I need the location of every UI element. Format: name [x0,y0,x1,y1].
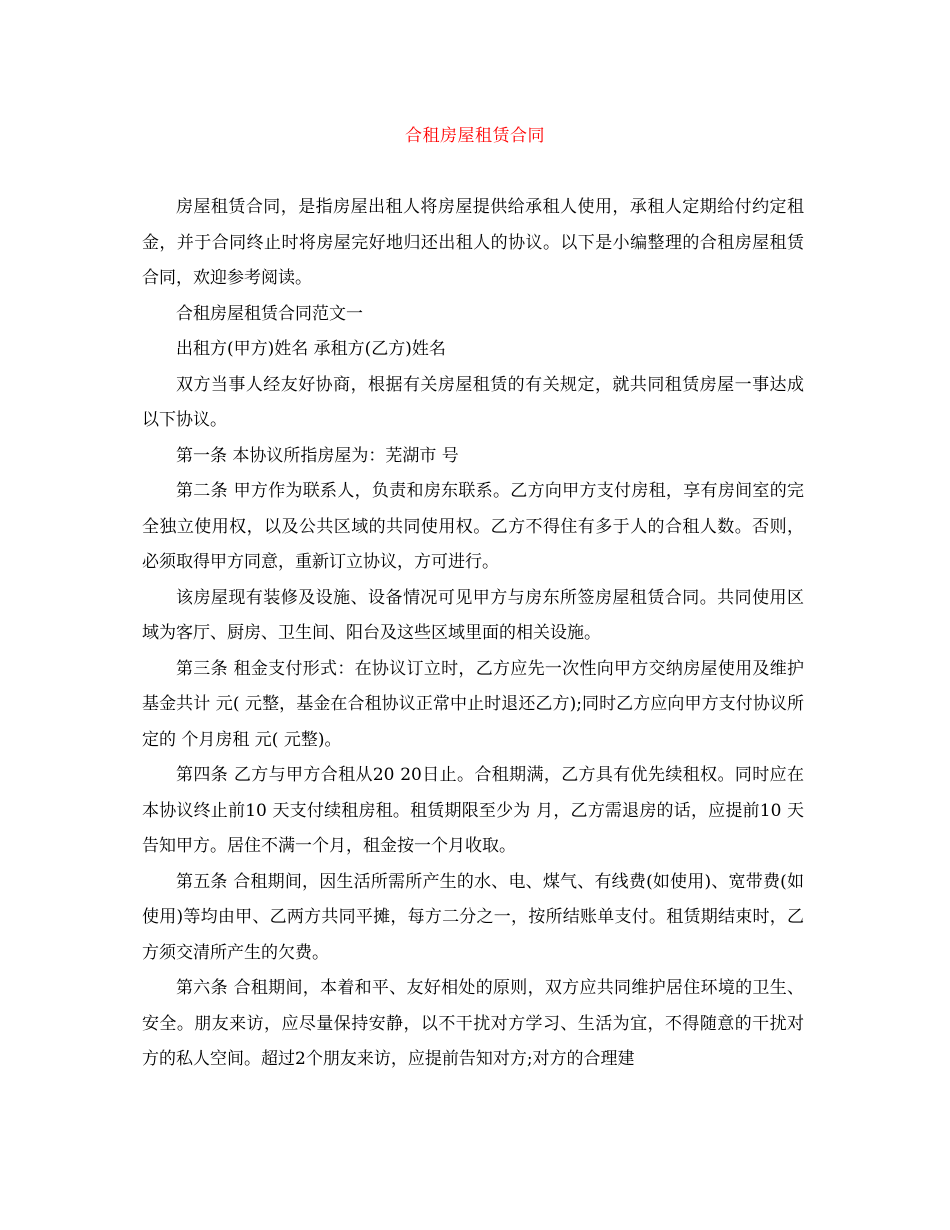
paragraph-facilities: 该房屋现有装修及设施、设备情况可见甲方与房东所签房屋租赁合同。共同使用区域为客厅、厨房、卫生间、阳台及这些区域里面的相关设施。 [142,587,804,643]
paragraph-article-4: 第四条 乙方与甲方合租从20 20日止。合租期满，乙方具有优先续租权。同时应在本协议终止前10 天支付续租房租。租赁期限至少为 月，乙方需退房的话，应提前10 天告知甲方。居住不满一个月，租金按一个月收取。 [142,765,804,856]
paragraph-article-1: 第一条 本协议所指房屋为：芜湖市 号 [176,445,459,466]
paragraph-article-6: 第六条 合租期间，本着和平、友好相处的原则，双方应共同维护居住环境的卫生、安全。朋友来访，应尽量保持安静，以不干扰对方学习、生活为宜，不得随意的干扰对方的私人空间。超过2个朋友来访，应提前告知对方;对方的合理建 [142,978,804,1069]
paragraph-article-5: 第五条 合租期间，因生活所需所产生的水、电、煤气、有线费(如使用)、宽带费(如使用)等均由甲、乙两方共同平摊，每方二分之一，按所结账单支付。租赁期结束时，乙方须交清所产生的欠费。 [142,871,804,963]
paragraph-article-3: 第三条 租金支付形式：在协议订立时，乙方应先一次性向甲方交纳房屋使用及维护基金共计 元( 元整，基金在合租协议正常中止时退还乙方);同时乙方应向甲方支付协议所定的 个月房租 元( 元整)。 [142,658,804,750]
paragraph-sample-heading: 合租房屋租赁合同范文一 [176,303,363,324]
paragraph-article-2: 第二条 甲方作为联系人，负责和房东联系。乙方向甲方支付房租，享有房间室的完全独立使用权，以及公共区域的共同使用权。乙方不得住有多于人的合租人数。否则，必须取得甲方同意，重新订立协议，方可进行。 [142,481,804,572]
paragraph-intro: 房屋租赁合同，是指房屋出租人将房屋提供给承租人使用，承租人定期给付约定租金，并于合同终止时将房屋完好地归还出租人的协议。以下是小编整理的合租房屋租赁合同，欢迎参考阅读。 [142,197,804,288]
paragraph-parties: 出租方(甲方)姓名 承租方(乙方)姓名 [176,339,446,359]
paragraph-agreement: 双方当事人经友好协商，根据有关房屋租赁的有关规定，就共同租赁房屋一事达成以下协议。 [142,374,804,430]
document-body [142,190,804,1078]
document-title: 合租房屋租赁合同 [405,126,545,146]
